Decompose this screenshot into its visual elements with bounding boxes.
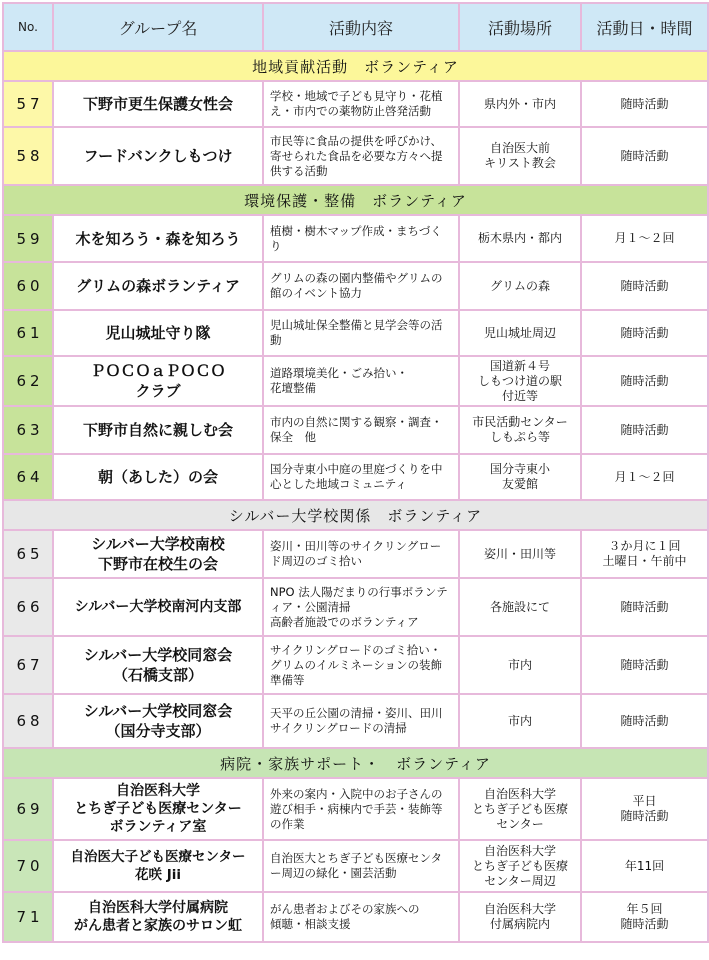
- row-number: 61: [3, 310, 53, 356]
- activity-day: 随時活動: [581, 694, 708, 748]
- table-row: [3, 127, 708, 185]
- activity-place: 市民活動センター しもぷら等: [459, 406, 581, 454]
- activity-place: 自治医科大学 とちぎ子ども医療 センター周辺: [459, 840, 581, 892]
- activity-place: 栃木県内・都内: [459, 215, 581, 262]
- row-number: 67: [3, 636, 53, 694]
- row-number: 70: [3, 840, 53, 892]
- header-group-name: グループ名: [53, 3, 263, 51]
- group-name: 自治医科大学 とちぎ子ども医療センター ボランティア室: [53, 778, 263, 840]
- group-name: 木を知ろう・森を知ろう: [53, 215, 263, 262]
- group-name: フードバンクしもつけ: [53, 127, 263, 185]
- table-row: [3, 81, 708, 127]
- activity-place: 市内: [459, 694, 581, 748]
- volunteer-groups-table: [2, 2, 709, 943]
- activity-place: 国分寺東小 友愛館: [459, 454, 581, 500]
- table-row: [3, 262, 708, 310]
- group-name: 朝（あした）の会: [53, 454, 263, 500]
- table-row: [3, 578, 708, 636]
- group-name: 下野市更生保護女性会: [53, 81, 263, 127]
- section-header-row: [3, 185, 708, 215]
- group-name: 下野市自然に親しむ会: [53, 406, 263, 454]
- activity-description: 姿川・田川等のサイクリングロード周辺のゴミ拾い: [263, 530, 459, 578]
- table-row: [3, 530, 708, 578]
- row-number: 63: [3, 406, 53, 454]
- table-row: [3, 694, 708, 748]
- activity-place: グリムの森: [459, 262, 581, 310]
- activity-day: 月１～２回: [581, 215, 708, 262]
- group-name: 自治医科大学付属病院 がん患者と家族のサロン虹: [53, 892, 263, 942]
- activity-description: 市内の自然に関する観察・調査・保全 他: [263, 406, 459, 454]
- activity-place: 自治医科大学 付属病院内: [459, 892, 581, 942]
- table-row: [3, 454, 708, 500]
- table-row: [3, 356, 708, 406]
- activity-day: 随時活動: [581, 81, 708, 127]
- activity-day: 随時活動: [581, 127, 708, 185]
- header-place: 活動場所: [459, 3, 581, 51]
- group-name: グリムの森ボランティア: [53, 262, 263, 310]
- activity-description: 国分寺東小中庭の里庭づくりを中心とした地域コミュニティ: [263, 454, 459, 500]
- activity-description: 市民等に食品の提供を呼びかけ、寄せられた食品を必要な方々へ提供する活動: [263, 127, 459, 185]
- activity-day: 随時活動: [581, 262, 708, 310]
- activity-description: NPO 法人陽だまりの行事ボランティア・公園清掃 高齢者施設でのボランティア: [263, 578, 459, 636]
- header-day-time: 活動日・時間: [581, 3, 708, 51]
- activity-place: 自治医科大学 とちぎ子ども医療 センター: [459, 778, 581, 840]
- activity-day: 随時活動: [581, 356, 708, 406]
- row-number: 62: [3, 356, 53, 406]
- table-row: [3, 778, 708, 840]
- header-activity: 活動内容: [263, 3, 459, 51]
- row-number: 60: [3, 262, 53, 310]
- activity-description: 学校・地域で子ども見守り・花植え・市内での薬物防止啓発活動: [263, 81, 459, 127]
- section-title: 病院・家族サポート・ ボランティア: [3, 748, 708, 778]
- table-row: [3, 215, 708, 262]
- activity-place: 児山城址周辺: [459, 310, 581, 356]
- section-header-row: [3, 500, 708, 530]
- row-number: 66: [3, 578, 53, 636]
- section-header-row: [3, 51, 708, 81]
- group-name: シルバー大学校南河内支部: [53, 578, 263, 636]
- activity-description: グリムの森の園内整備やグリムの館のイベント協力: [263, 262, 459, 310]
- group-name: シルバー大学校南校 下野市在校生の会: [53, 530, 263, 578]
- row-number: 64: [3, 454, 53, 500]
- activity-place: 各施設にて: [459, 578, 581, 636]
- activity-day: 随時活動: [581, 310, 708, 356]
- activity-description: 道路環境美化・ごみ拾い・ 花壇整備: [263, 356, 459, 406]
- activity-day: 月１～２回: [581, 454, 708, 500]
- group-name: 自治医大子ども医療センター 花咲 Jii: [53, 840, 263, 892]
- table-row: [3, 892, 708, 942]
- activity-day: 随時活動: [581, 636, 708, 694]
- group-name: シルバー大学校同窓会 （石橋支部）: [53, 636, 263, 694]
- activity-place: 市内: [459, 636, 581, 694]
- row-number: 69: [3, 778, 53, 840]
- activity-description: 児山城址保全整備と見学会等の活動: [263, 310, 459, 356]
- activity-description: がん患者およびその家族への 傾聴・相談支援: [263, 892, 459, 942]
- activity-description: 外来の案内・入院中のお子さんの遊び相手・病棟内で手芸・装飾等の作業: [263, 778, 459, 840]
- activity-day: 年11回: [581, 840, 708, 892]
- activity-place: 国道新４号 しもつけ道の駅 付近等: [459, 356, 581, 406]
- section-title: 環境保護・整備 ボランティア: [3, 185, 708, 215]
- activity-description: 植樹・樹木マップ作成・まちづくり: [263, 215, 459, 262]
- group-name: ＰＯＣＯａＰＯＣＯ クラブ: [53, 356, 263, 406]
- table-header-row: [3, 3, 708, 51]
- group-name: 児山城址守り隊: [53, 310, 263, 356]
- row-number: 58: [3, 127, 53, 185]
- row-number: 68: [3, 694, 53, 748]
- activity-place: 姿川・田川等: [459, 530, 581, 578]
- activity-day: ３か月に１回 土曜日・午前中: [581, 530, 708, 578]
- activity-day: 平日 随時活動: [581, 778, 708, 840]
- group-name: シルバー大学校同窓会 （国分寺支部）: [53, 694, 263, 748]
- header-no: No.: [3, 3, 53, 51]
- section-title: 地域貢献活動 ボランティア: [3, 51, 708, 81]
- activity-place: 自治医大前 キリスト教会: [459, 127, 581, 185]
- activity-day: 随時活動: [581, 406, 708, 454]
- activity-description: 自治医大とちぎ子ども医療センター周辺の緑化・園芸活動: [263, 840, 459, 892]
- table-row: [3, 636, 708, 694]
- activity-day: 随時活動: [581, 578, 708, 636]
- table-row: [3, 840, 708, 892]
- table-row: [3, 406, 708, 454]
- row-number: 71: [3, 892, 53, 942]
- table-row: [3, 310, 708, 356]
- activity-place: 県内外・市内: [459, 81, 581, 127]
- row-number: 57: [3, 81, 53, 127]
- section-header-row: [3, 748, 708, 778]
- activity-description: 天平の丘公園の清掃・姿川、田川サイクリングロードの清掃: [263, 694, 459, 748]
- activity-day: 年５回 随時活動: [581, 892, 708, 942]
- activity-description: サイクリングロードのゴミ拾い・グリムのイルミネーションの装飾準備等: [263, 636, 459, 694]
- section-title: シルバー大学校関係 ボランティア: [3, 500, 708, 530]
- row-number: 59: [3, 215, 53, 262]
- row-number: 65: [3, 530, 53, 578]
